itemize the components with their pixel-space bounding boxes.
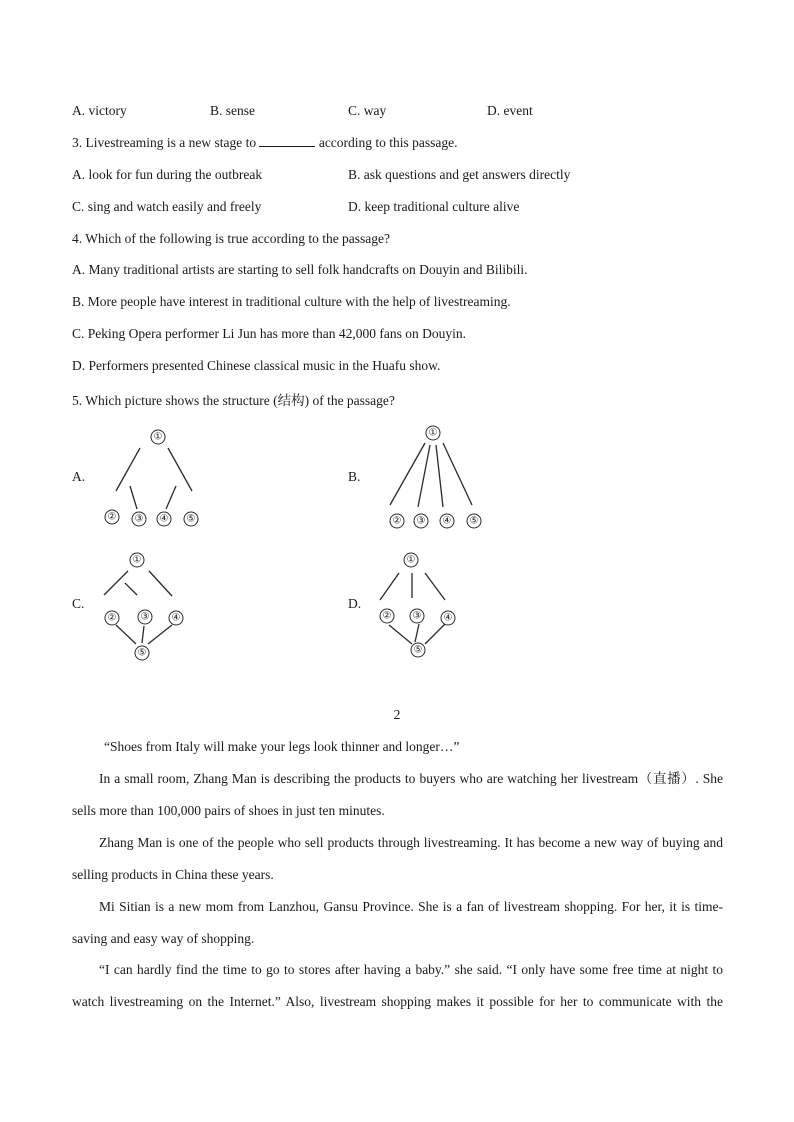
passage-paragraph-1: “Shoes from Italy will make your legs look thinner and longer…” xyxy=(104,739,460,754)
q2-option-c: C. way xyxy=(348,103,387,118)
q3-option-d: D. keep traditional culture alive xyxy=(348,199,520,214)
node-5-label: ⑤ xyxy=(413,644,423,656)
connector-line xyxy=(415,624,419,642)
answer-blank xyxy=(259,136,315,147)
q3-option-b: B. ask questions and get answers directly xyxy=(348,167,571,182)
node-5-label: ⑤ xyxy=(186,513,196,525)
node-2-label: ② xyxy=(107,511,117,523)
q3-stem-after: according to this passage. xyxy=(318,135,458,150)
passage-paragraph-3: Zhang Man is one of the people who sell products through livestreaming. It has become a new way of buying and selling products in China these years. xyxy=(72,835,723,882)
connector-line xyxy=(125,583,137,595)
connector-line xyxy=(142,626,144,643)
q3-stem xyxy=(72,135,458,151)
connector-line xyxy=(116,448,140,491)
node-1-label: ① xyxy=(428,427,438,439)
q5-option-c-label: C. xyxy=(72,596,85,611)
node-1-label: ① xyxy=(132,554,142,566)
connector-line xyxy=(389,625,412,644)
q5-option-b-label: B. xyxy=(348,469,361,484)
connector-line xyxy=(168,448,192,491)
node-2-label: ② xyxy=(107,612,117,624)
connector-line xyxy=(418,445,430,507)
connector-line xyxy=(425,573,445,600)
connector-line xyxy=(130,486,137,509)
q2-option-d: D. event xyxy=(487,103,533,118)
connector-line xyxy=(116,625,136,644)
q4-option-a: A. Many traditional artists are starting to sell folk handcrafts on Douyin and Bilibili. xyxy=(72,262,528,277)
node-4-label: ④ xyxy=(443,612,453,624)
connector-line xyxy=(148,625,172,644)
node-3-label: ③ xyxy=(134,513,144,525)
q5-option-d-label: D. xyxy=(348,596,362,611)
structure-diagram-d xyxy=(375,550,465,662)
node-4-label: ④ xyxy=(159,513,169,525)
q5-stem: 5. Which picture shows the structure (结构) of the passage? xyxy=(72,393,395,408)
q3-option-c: C. sing and watch easily and freely xyxy=(72,199,262,214)
connector-line xyxy=(425,624,445,644)
node-2-label: ② xyxy=(392,515,402,527)
q3-option-a: A. look for fun during the outbreak xyxy=(72,167,263,182)
passage-paragraph-2: In a small room, Zhang Man is describing the products to buyers who are watching her livestream（直播）. She sells more than 100,000 pairs of shoes in just ten minutes. xyxy=(72,771,723,818)
connector-line xyxy=(436,445,443,507)
node-4-label: ④ xyxy=(442,515,452,527)
page-number: 2 xyxy=(393,707,401,722)
connector-line xyxy=(104,571,128,595)
node-3-label: ③ xyxy=(416,515,426,527)
passage-paragraph-5: “I can hardly find the time to go to stores after having a baby.” she said. “I only have some free time at night to watch livestreaming on the Internet.” Also, livestream shopping makes it possible for her to communicate with the xyxy=(72,962,723,1009)
connector-line xyxy=(443,443,472,505)
q4-stem: 4. Which of the following is true according to the passage? xyxy=(72,231,391,246)
connector-line xyxy=(149,571,172,596)
node-1-label: ① xyxy=(153,431,163,443)
node-3-label: ③ xyxy=(412,610,422,622)
connector-line xyxy=(380,573,399,600)
structure-diagram-a xyxy=(100,425,210,533)
q2-option-a: A. victory xyxy=(72,103,127,118)
node-2-label: ② xyxy=(382,610,392,622)
q4-option-c: C. Peking Opera performer Li Jun has more than 42,000 fans on Douyin. xyxy=(72,326,467,341)
q4-option-d: D. Performers presented Chinese classical music in the Huafu show. xyxy=(72,358,441,373)
node-3-label: ③ xyxy=(140,611,150,623)
q3-stem-before: 3. Livestreaming is a new stage to xyxy=(72,135,257,150)
node-1-label: ① xyxy=(406,554,416,566)
q4-option-b: B. More people have interest in traditional culture with the help of livestreaming. xyxy=(72,294,511,309)
node-5-label: ⑤ xyxy=(137,647,147,659)
q2-option-b: B. sense xyxy=(210,103,255,118)
connector-line xyxy=(166,486,176,509)
node-4-label: ④ xyxy=(171,612,181,624)
structure-diagram-c xyxy=(100,550,190,662)
structure-diagram-b xyxy=(385,423,495,533)
q5-option-a-label: A. xyxy=(72,469,86,484)
passage-paragraph-4: Mi Sitian is a new mom from Lanzhou, Gansu Province. She is a fan of livestream shopping. For her, it is time-saving and easy way of shopping. xyxy=(72,899,723,946)
node-5-label: ⑤ xyxy=(469,515,479,527)
